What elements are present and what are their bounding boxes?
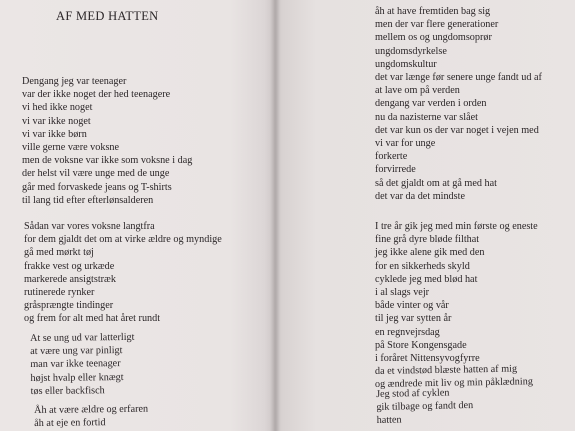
poem-line: vi var ikke noget <box>22 115 91 127</box>
left-page <box>0 0 270 431</box>
poem-line: gå med mørkt tøj <box>24 247 94 259</box>
poem-line: jeg ikke alene gik med den <box>375 247 485 259</box>
poem-line: vi hed ikke noget <box>22 102 93 114</box>
poem-line: går med forvaskede jeans og T-shirts <box>22 181 172 193</box>
poem-line: både vinter og vår <box>375 300 449 312</box>
poem-line: forvirrede <box>375 164 416 176</box>
stanza <box>376 386 474 428</box>
poem-line: tøs eller backfisch <box>30 385 105 397</box>
poem-line: da et vindstød blæste hatten af mig <box>374 363 518 378</box>
poem-line: hatten <box>376 414 402 427</box>
poem-line: Sådan var vores voksne langtfra <box>24 221 155 232</box>
poem-line: og ændrede mit liv og min påklædning <box>374 376 533 391</box>
poem-line: at lave om på verden <box>375 85 460 97</box>
stanza <box>375 220 538 392</box>
poem-line: der helst vil være unge med de unge <box>22 168 170 180</box>
poem-line: på Store Kongensgade <box>375 339 467 351</box>
poem-line: nu da nazisterne var slået <box>375 111 478 123</box>
poem-line: vi var for unge <box>375 138 436 150</box>
poem-line: gråsprængte tindinger <box>24 300 114 312</box>
poem-line: man var ikke teenager <box>30 358 121 371</box>
poem-line: ville gerne være voksne <box>22 142 120 154</box>
poem-line: frakke vest og urkæde <box>24 260 115 272</box>
poem-line: så det gjaldt om at gå med hat <box>375 177 497 189</box>
poem-line: Dengang jeg var teenager <box>22 76 127 87</box>
poem-line: vi var ikke børn <box>22 128 87 140</box>
poem-line: åh at eje en fortid <box>34 417 106 430</box>
poem-line: Jeg stod af cyklen <box>376 387 450 400</box>
poem-line: det var da det mindste <box>375 190 465 202</box>
stanza <box>34 403 148 431</box>
poem-line: højst hvalp eller knægt <box>30 371 124 384</box>
stanza <box>24 220 222 326</box>
poem-line: fine grå dyre bløde filthat <box>375 234 480 246</box>
poem-line: dengang var verden i orden <box>375 98 487 110</box>
poem-line: i al slags vejr <box>375 287 430 299</box>
right-page <box>280 0 575 431</box>
poem-line: markerede ansigtstræk <box>24 273 116 285</box>
poem-line: åh at have fremtiden bag sig <box>375 6 491 17</box>
poem-line: det var kun os der var noget i vejen med <box>375 124 539 136</box>
poem-line: til lang tid efter efterlønsalderen <box>22 194 154 206</box>
poem-line: men de voksne var ikke som voksne i dag <box>22 155 193 167</box>
poem-line: gik tilbage og fandt den <box>376 400 474 414</box>
poem-line: I tre år gik jeg med min første og eneste <box>375 221 538 232</box>
stanza <box>30 331 135 398</box>
poem-line: mellem os og ungdomsoprør <box>375 32 492 44</box>
poem-line: en regnvejrsdag <box>375 326 440 338</box>
poem-line: i foråret Nittensyvogfyrre <box>375 353 480 365</box>
poem-line: at være ung var pinligt <box>30 345 123 358</box>
poem-line: Åh at være ældre og erfaren <box>34 403 149 416</box>
poem-line: ungdomskultur <box>375 58 437 70</box>
poem-line: men der var flere generationer <box>375 19 499 31</box>
poem-line: cyklede jeg med blød hat <box>375 273 478 285</box>
stanza <box>375 5 542 203</box>
poem-line: rutinerede rynker <box>24 287 95 299</box>
stanza <box>22 75 192 207</box>
poem-line: og frem for alt med hat året rundt <box>24 313 161 325</box>
poem-line: for dem gjaldt det om at virke ældre og myndige <box>24 234 222 246</box>
poem-line: At se ung ud var latterligt <box>30 331 135 344</box>
poem-line: forkerte <box>375 151 408 163</box>
poem-line: ungdomsdyrkelse <box>375 45 447 57</box>
poem-line: til jeg var sytten år <box>375 313 452 325</box>
book-gutter <box>270 0 280 431</box>
poem-line: det var længe før senere unge fandt ud af <box>375 72 542 84</box>
poem-line: for en sikkerheds skyld <box>375 260 470 272</box>
poem-line: var der ikke noget der hed teenagere <box>22 89 171 101</box>
poem-title: AF MED HATTEN <box>56 9 159 23</box>
